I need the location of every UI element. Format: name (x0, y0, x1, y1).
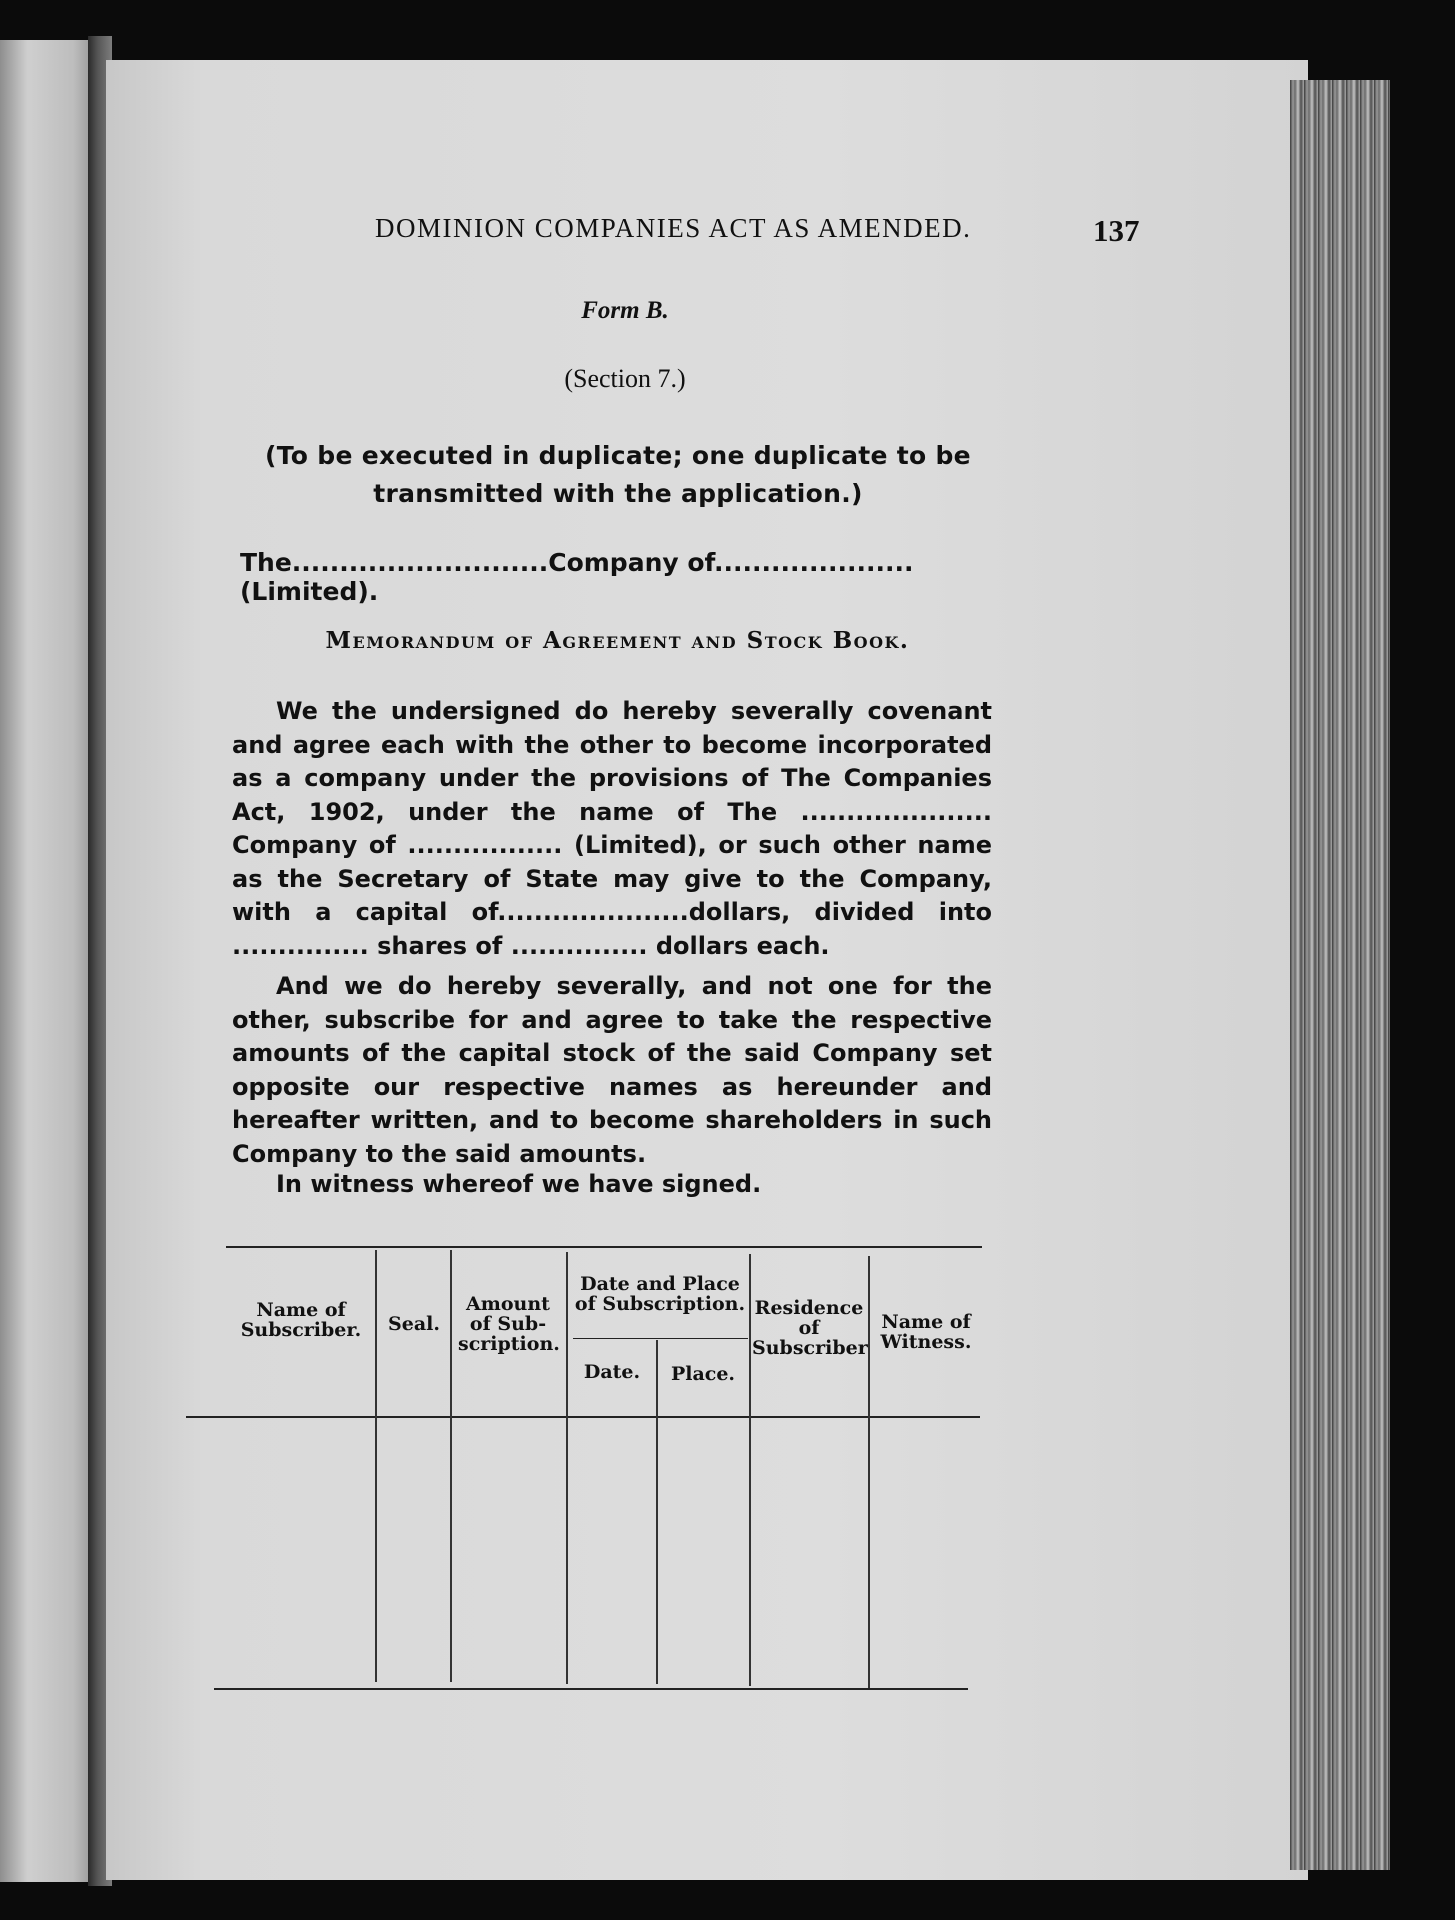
column-divider (375, 1250, 377, 1682)
header-seal: Seal. (388, 1313, 440, 1335)
section-reference: (Section 7.) (564, 364, 686, 393)
witness-paragraph: In witness whereof we have signed. (276, 1170, 762, 1198)
form-title: Form B. (581, 297, 669, 324)
company-name-line: The...........................Company of.....................(Limited). (240, 548, 914, 606)
header-witness: Name of Witness. (880, 1311, 972, 1353)
header-name-of-subscriber: Name of Subscriber. (240, 1299, 362, 1341)
column-divider (566, 1252, 568, 1684)
table-bottom-rule (214, 1688, 968, 1690)
memorandum-heading: Memorandum of Agreement and Stock Book. (325, 627, 910, 654)
covenant-paragraph: We the undersigned do hereby severally covenant and agree each with the other to become incorporated as a company under the provisions of The Companies Act, 1902, under the name of The ..................... Company of ................. (Limited), or such other name as the Secretary of State may give to the Company, with a capital of.....................dollars, divided into ............... shares of ............... dollars each. (232, 697, 992, 960)
table-top-rule (226, 1246, 982, 1248)
running-head: DOMINION COMPANIES ACT AS AMENDED. (375, 213, 972, 243)
header-date-and-place: Date and Place of Subscription. (574, 1273, 746, 1315)
header-amount: Amount of Sub-scription. (458, 1293, 560, 1355)
header-divider-rule (186, 1416, 980, 1418)
header-place: Place. (670, 1363, 736, 1385)
subscription-paragraph: And we do hereby severally, and not one for the other, subscribe for and agree to take the respective amounts of the capital stock of the said Company set opposite our respective names as hereunder and hereafter written, and to become shareholders in such Company to the said amounts. (232, 972, 992, 1168)
column-divider (868, 1256, 870, 1688)
header-date: Date. (583, 1361, 641, 1383)
date-place-subrule (573, 1338, 748, 1339)
column-divider (656, 1340, 658, 1684)
header-residence: Residence of Subscriber (752, 1297, 868, 1359)
column-divider (450, 1250, 452, 1682)
execution-instruction: (To be executed in duplicate; one duplicate to be transmitted with the application.) (265, 441, 971, 508)
column-divider (749, 1254, 751, 1686)
page-number: 137 (1093, 213, 1140, 248)
